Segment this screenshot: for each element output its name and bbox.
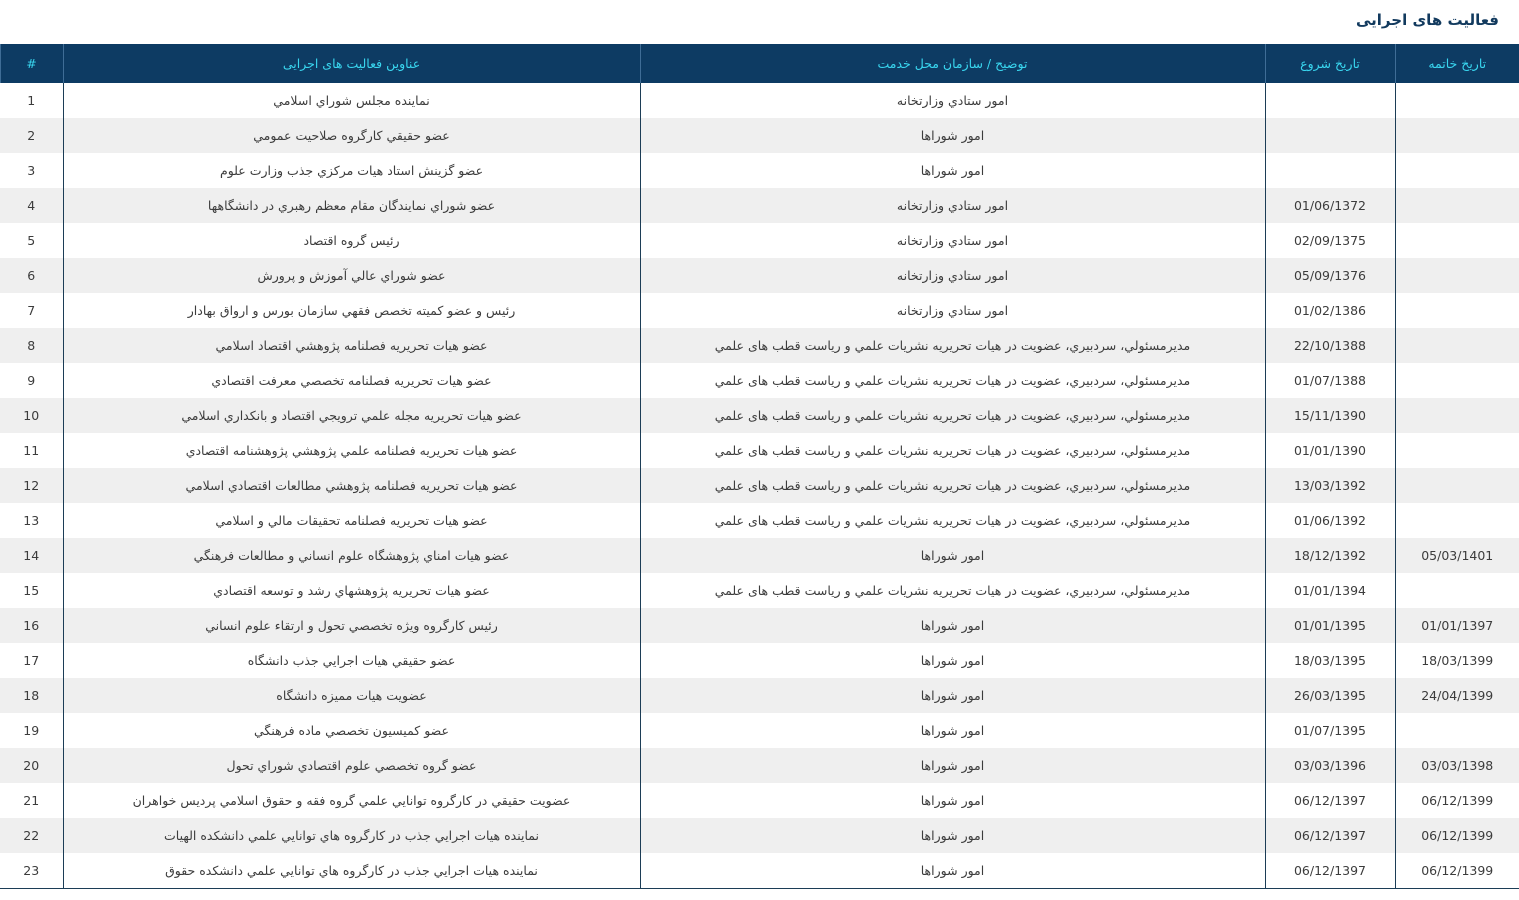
cell-activity-title: عضو هیات تحریریه فصلنامه تخصصي معرفت اقتصادي (63, 363, 640, 398)
cell-index: 19 (0, 713, 63, 748)
cell-start-date: 01/06/1372 (1265, 188, 1395, 223)
page-title: فعالیت های اجرایی (1355, 11, 1499, 29)
cell-start-date: 15/11/1390 (1265, 398, 1395, 433)
table-row (0, 258, 1519, 293)
cell-description: امور شوراها (640, 818, 1265, 853)
table-row (0, 713, 1519, 748)
table-row (0, 433, 1519, 468)
cell-end-date (1395, 188, 1519, 223)
table-row (0, 678, 1519, 713)
cell-start-date (1265, 118, 1395, 153)
cell-end-date: 06/12/1399 (1395, 853, 1519, 888)
cell-activity-title: نماینده مجلس شوراي اسلامي (63, 83, 640, 118)
cell-start-date: 22/10/1388 (1265, 328, 1395, 363)
cell-index: 14 (0, 538, 63, 573)
cell-index: 18 (0, 678, 63, 713)
cell-end-date (1395, 433, 1519, 468)
cell-start-date: 01/01/1395 (1265, 608, 1395, 643)
cell-index: 1 (0, 83, 63, 118)
cell-end-date (1395, 363, 1519, 398)
cell-activity-title: رئیس کارگروه ویژه تخصصي تحول و ارتقاء علوم انساني (63, 608, 640, 643)
cell-start-date: 01/01/1394 (1265, 573, 1395, 608)
cell-activity-title: عضو هیات تحریریه فصلنامه پژوهشي اقتصاد اسلامي (63, 328, 640, 363)
table-header (0, 44, 1519, 83)
cell-description: امور ستادي وزارتخانه (640, 188, 1265, 223)
cell-start-date: 13/03/1392 (1265, 468, 1395, 503)
table-row (0, 468, 1519, 503)
cell-start-date: 03/03/1396 (1265, 748, 1395, 783)
cell-description: امور ستادي وزارتخانه (640, 293, 1265, 328)
cell-index: 12 (0, 468, 63, 503)
cell-start-date: 18/12/1392 (1265, 538, 1395, 573)
cell-index: 10 (0, 398, 63, 433)
cell-description: امور ستادي وزارتخانه (640, 223, 1265, 258)
cell-activity-title: عضویت حقیقي در کارگروه توانایي علمي گروه فقه و حقوق اسلامي پردیس خواهران (63, 783, 640, 818)
cell-description: مدیرمسئولي، سردبیري، عضویت در هیات تحریریه نشریات علمي و ریاست قطب های علمي (640, 328, 1265, 363)
table-row (0, 153, 1519, 188)
cell-end-date: 18/03/1399 (1395, 643, 1519, 678)
cell-activity-title: عضو حقیقي هیات اجرایي جذب دانشگاه (63, 643, 640, 678)
cell-activity-title: نماینده هیات اجرایي جذب در کارگروه هاي توانایي علمي دانشکده الهیات (63, 818, 640, 853)
cell-activity-title: نماینده هیات اجرایي جذب در کارگروه هاي توانایي علمي دانشکده حقوق (63, 853, 640, 888)
cell-activity-title: عضو هیات تحریریه پژوهشهاي رشد و توسعه اقتصادي (63, 573, 640, 608)
cell-index: 8 (0, 328, 63, 363)
cell-description: مدیرمسئولي، سردبیري، عضویت در هیات تحریریه نشریات علمي و ریاست قطب های علمي (640, 398, 1265, 433)
cell-end-date: 06/12/1399 (1395, 783, 1519, 818)
cell-start-date: 26/03/1395 (1265, 678, 1395, 713)
cell-activity-title: عضو هیات تحریریه مجله علمي ترویجي اقتصاد و بانکداري اسلامي (63, 398, 640, 433)
table-row (0, 538, 1519, 573)
cell-index: 20 (0, 748, 63, 783)
cell-description: امور شوراها (640, 153, 1265, 188)
column-header-description[interactable]: توضیح / سازمان محل خدمت (640, 44, 1265, 83)
cell-index: 4 (0, 188, 63, 223)
table-row (0, 118, 1519, 153)
table-row (0, 853, 1519, 888)
table-row (0, 83, 1519, 118)
cell-start-date: 01/01/1390 (1265, 433, 1395, 468)
table-row (0, 398, 1519, 433)
cell-start-date: 01/07/1395 (1265, 713, 1395, 748)
cell-index: 16 (0, 608, 63, 643)
cell-activity-title: عضو هیات تحریریه فصلنامه تحقیقات مالي و اسلامي (63, 503, 640, 538)
table-row (0, 573, 1519, 608)
table-row (0, 328, 1519, 363)
cell-end-date: 01/01/1397 (1395, 608, 1519, 643)
cell-activity-title: رئیس و عضو کمیته تخصص فقهي سازمان بورس و ارواق بهادار (63, 293, 640, 328)
cell-start-date: 01/02/1386 (1265, 293, 1395, 328)
cell-index: 15 (0, 573, 63, 608)
table-row (0, 223, 1519, 258)
table-row (0, 783, 1519, 818)
cell-end-date (1395, 328, 1519, 363)
cell-index: 22 (0, 818, 63, 853)
executive-activities-table (0, 44, 1519, 889)
cell-index: 13 (0, 503, 63, 538)
cell-index: 11 (0, 433, 63, 468)
activities-table-container (0, 44, 1519, 889)
table-row (0, 293, 1519, 328)
cell-description: امور شوراها (640, 853, 1265, 888)
cell-end-date: 03/03/1398 (1395, 748, 1519, 783)
cell-description: مدیرمسئولي، سردبیري، عضویت در هیات تحریریه نشریات علمي و ریاست قطب های علمي (640, 573, 1265, 608)
cell-activity-title: عضو حقیقي کارگروه صلاحیت عمومي (63, 118, 640, 153)
cell-end-date (1395, 153, 1519, 188)
cell-activity-title: عضویت هیات ممیزه دانشگاه (63, 678, 640, 713)
cell-end-date (1395, 398, 1519, 433)
cell-index: 23 (0, 853, 63, 888)
cell-activity-title: رئیس گروه اقتصاد (63, 223, 640, 258)
cell-activity-title: عضو هیات امناي پژوهشگاه علوم انساني و مطالعات فرهنگي (63, 538, 640, 573)
cell-activity-title: عضو گزینش استاد هیات مرکزي جذب وزارت علوم (63, 153, 640, 188)
table-row (0, 608, 1519, 643)
cell-description: امور ستادي وزارتخانه (640, 258, 1265, 293)
cell-end-date (1395, 573, 1519, 608)
cell-start-date: 02/09/1375 (1265, 223, 1395, 258)
cell-activity-title: عضو هیات تحریریه فصلنامه پژوهشي مطالعات اقتصادي اسلامي (63, 468, 640, 503)
table-row (0, 643, 1519, 678)
cell-activity-title: عضو شوراي عالي آموزش و پرورش (63, 258, 640, 293)
cell-start-date: 18/03/1395 (1265, 643, 1395, 678)
cell-start-date (1265, 153, 1395, 188)
cell-index: 3 (0, 153, 63, 188)
cell-description: امور شوراها (640, 538, 1265, 573)
cell-start-date: 05/09/1376 (1265, 258, 1395, 293)
cell-description: امور شوراها (640, 783, 1265, 818)
cell-description: امور شوراها (640, 608, 1265, 643)
cell-activity-title: عضو کمیسیون تخصصي ماده فرهنگي (63, 713, 640, 748)
cell-end-date (1395, 293, 1519, 328)
cell-start-date: 06/12/1397 (1265, 818, 1395, 853)
cell-end-date (1395, 258, 1519, 293)
cell-description: مدیرمسئولي، سردبیري، عضویت در هیات تحریریه نشریات علمي و ریاست قطب های علمي (640, 363, 1265, 398)
cell-activity-title: عضو هیات تحریریه فصلنامه علمي پژوهشي پژوهشنامه اقتصادي (63, 433, 640, 468)
column-header-index[interactable]: # (0, 44, 63, 83)
cell-start-date (1265, 83, 1395, 118)
cell-end-date (1395, 83, 1519, 118)
cell-end-date (1395, 468, 1519, 503)
cell-description: امور ستادي وزارتخانه (640, 83, 1265, 118)
table-row (0, 748, 1519, 783)
cell-index: 7 (0, 293, 63, 328)
cell-end-date (1395, 713, 1519, 748)
cell-description: امور شوراها (640, 678, 1265, 713)
cell-start-date: 06/12/1397 (1265, 783, 1395, 818)
cell-description: مدیرمسئولي، سردبیري، عضویت در هیات تحریریه نشریات علمي و ریاست قطب های علمي (640, 503, 1265, 538)
table-row (0, 363, 1519, 398)
cell-end-date (1395, 118, 1519, 153)
column-header-start-date[interactable]: تاریخ شروع (1265, 44, 1395, 83)
cell-index: 17 (0, 643, 63, 678)
table-body (0, 83, 1519, 888)
cell-description: مدیرمسئولي، سردبیري، عضویت در هیات تحریریه نشریات علمي و ریاست قطب های علمي (640, 468, 1265, 503)
cell-end-date (1395, 223, 1519, 258)
cell-start-date: 01/06/1392 (1265, 503, 1395, 538)
cell-activity-title: عضو گروه تخصصي علوم اقتصادي شوراي تحول (63, 748, 640, 783)
column-header-activity-title[interactable]: عناوین فعالیت های اجرایی (63, 44, 640, 83)
cell-end-date: 05/03/1401 (1395, 538, 1519, 573)
cell-index: 6 (0, 258, 63, 293)
cell-description: مدیرمسئولي، سردبیري، عضویت در هیات تحریریه نشریات علمي و ریاست قطب های علمي (640, 433, 1265, 468)
cell-end-date (1395, 503, 1519, 538)
table-row (0, 188, 1519, 223)
table-header-row (0, 44, 1519, 83)
table-row (0, 503, 1519, 538)
cell-description: امور شوراها (640, 748, 1265, 783)
cell-end-date: 06/12/1399 (1395, 818, 1519, 853)
cell-start-date: 01/07/1388 (1265, 363, 1395, 398)
cell-activity-title: عضو شوراي نمایندگان مقام معظم رهبري در دانشگاهها (63, 188, 640, 223)
cell-start-date: 06/12/1397 (1265, 853, 1395, 888)
cell-description: امور شوراها (640, 118, 1265, 153)
cell-end-date: 24/04/1399 (1395, 678, 1519, 713)
column-header-end-date[interactable]: تاریخ خاتمه (1395, 44, 1519, 83)
cell-index: 21 (0, 783, 63, 818)
cell-index: 5 (0, 223, 63, 258)
cell-index: 9 (0, 363, 63, 398)
table-row (0, 818, 1519, 853)
cell-description: امور شوراها (640, 713, 1265, 748)
cell-description: امور شوراها (640, 643, 1265, 678)
cell-index: 2 (0, 118, 63, 153)
